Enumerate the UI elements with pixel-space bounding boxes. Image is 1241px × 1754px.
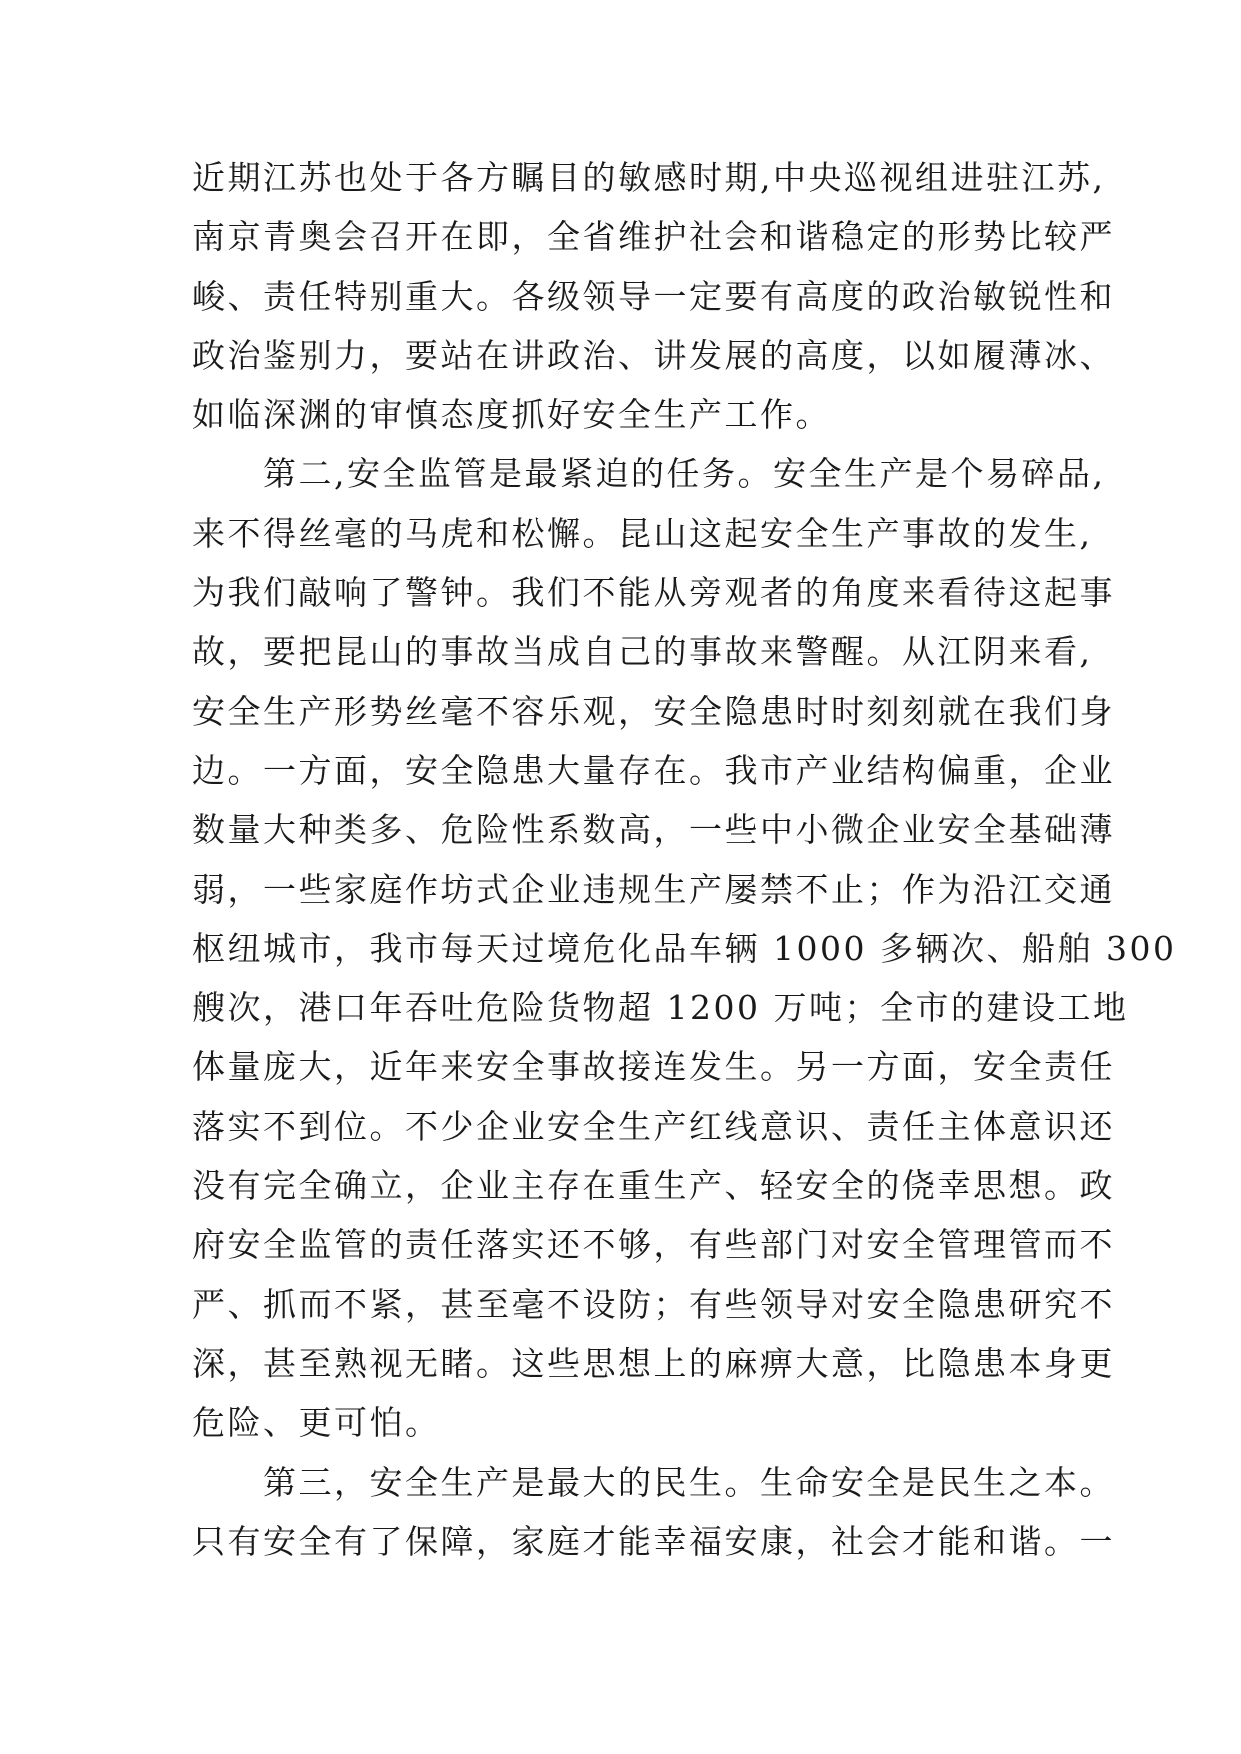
text-line: 第二,安全监管是最紧迫的任务。安全生产是个易碎品, <box>192 454 1106 494</box>
text-line: 没有完全确立，企业主存在重生产、轻安全的侥幸思想。政 <box>192 1166 1115 1206</box>
text-line: 数量大种类多、危险性系数高，一些中小微企业安全基础薄 <box>192 810 1115 850</box>
text-line: 枢纽城市，我市每天过境危化品车辆 1000 多辆次、船舶 300 <box>192 928 1177 968</box>
text-line: 边。一方面，安全隐患大量存在。我市产业结构偏重，企业 <box>192 750 1115 790</box>
text-line: 近期江苏也处于各方瞩目的敏感时期,中央巡视组进驻江苏, <box>192 158 1106 197</box>
document-body-text <box>192 148 1177 1571</box>
text-line: 为我们敲响了警钟。我们不能从旁观者的角度来看待这起事 <box>192 573 1115 613</box>
text-line: 故，要把昆山的事故当成自己的事故来警醒。从江阴来看, <box>192 632 1093 672</box>
text-line: 政治鉴别力，要站在讲政治、讲发展的高度，以如履薄冰、 <box>192 335 1115 375</box>
text-line: 如临深渊的审慎态度抓好安全生产工作。 <box>192 395 831 435</box>
text-line: 第三，安全生产是最大的民生。生命安全是民生之本。 <box>192 1462 1115 1502</box>
text-line: 艘次，港口年吞吐危险货物超 1200 万吨；全市的建设工地 <box>192 988 1129 1028</box>
text-line: 深，甚至熟视无睹。这些思想上的麻痹大意，比隐患本身更 <box>192 1343 1115 1383</box>
text-line: 安全生产形势丝毫不容乐观，安全隐患时时刻刻就在我们身 <box>192 691 1115 731</box>
text-line: 府安全监管的责任落实还不够，有些部门对安全管理管而不 <box>192 1225 1115 1265</box>
text-line: 只有安全有了保障，家庭才能幸福安康，社会才能和谐。一 <box>192 1521 1115 1561</box>
text-line: 严、抓而不紧，甚至毫不设防；有些领导对安全隐患研究不 <box>192 1284 1115 1324</box>
text-line: 体量庞大，近年来安全事故接连发生。另一方面，安全责任 <box>192 1047 1115 1087</box>
text-line: 危险、更可怕。 <box>192 1403 441 1443</box>
text-line: 峻、责任特别重大。各级领导一定要有高度的政治敏锐性和 <box>192 276 1115 316</box>
text-line: 南京青奥会召开在即，全省维护社会和谐稳定的形势比较严 <box>192 217 1115 257</box>
text-line: 落实不到位。不少企业安全生产红线意识、责任主体意识还 <box>192 1106 1115 1146</box>
text-line: 来不得丝毫的马虎和松懈。昆山这起安全生产事故的发生, <box>192 513 1093 553</box>
text-line: 弱，一些家庭作坊式企业违规生产屡禁不止；作为沿江交通 <box>192 869 1115 909</box>
